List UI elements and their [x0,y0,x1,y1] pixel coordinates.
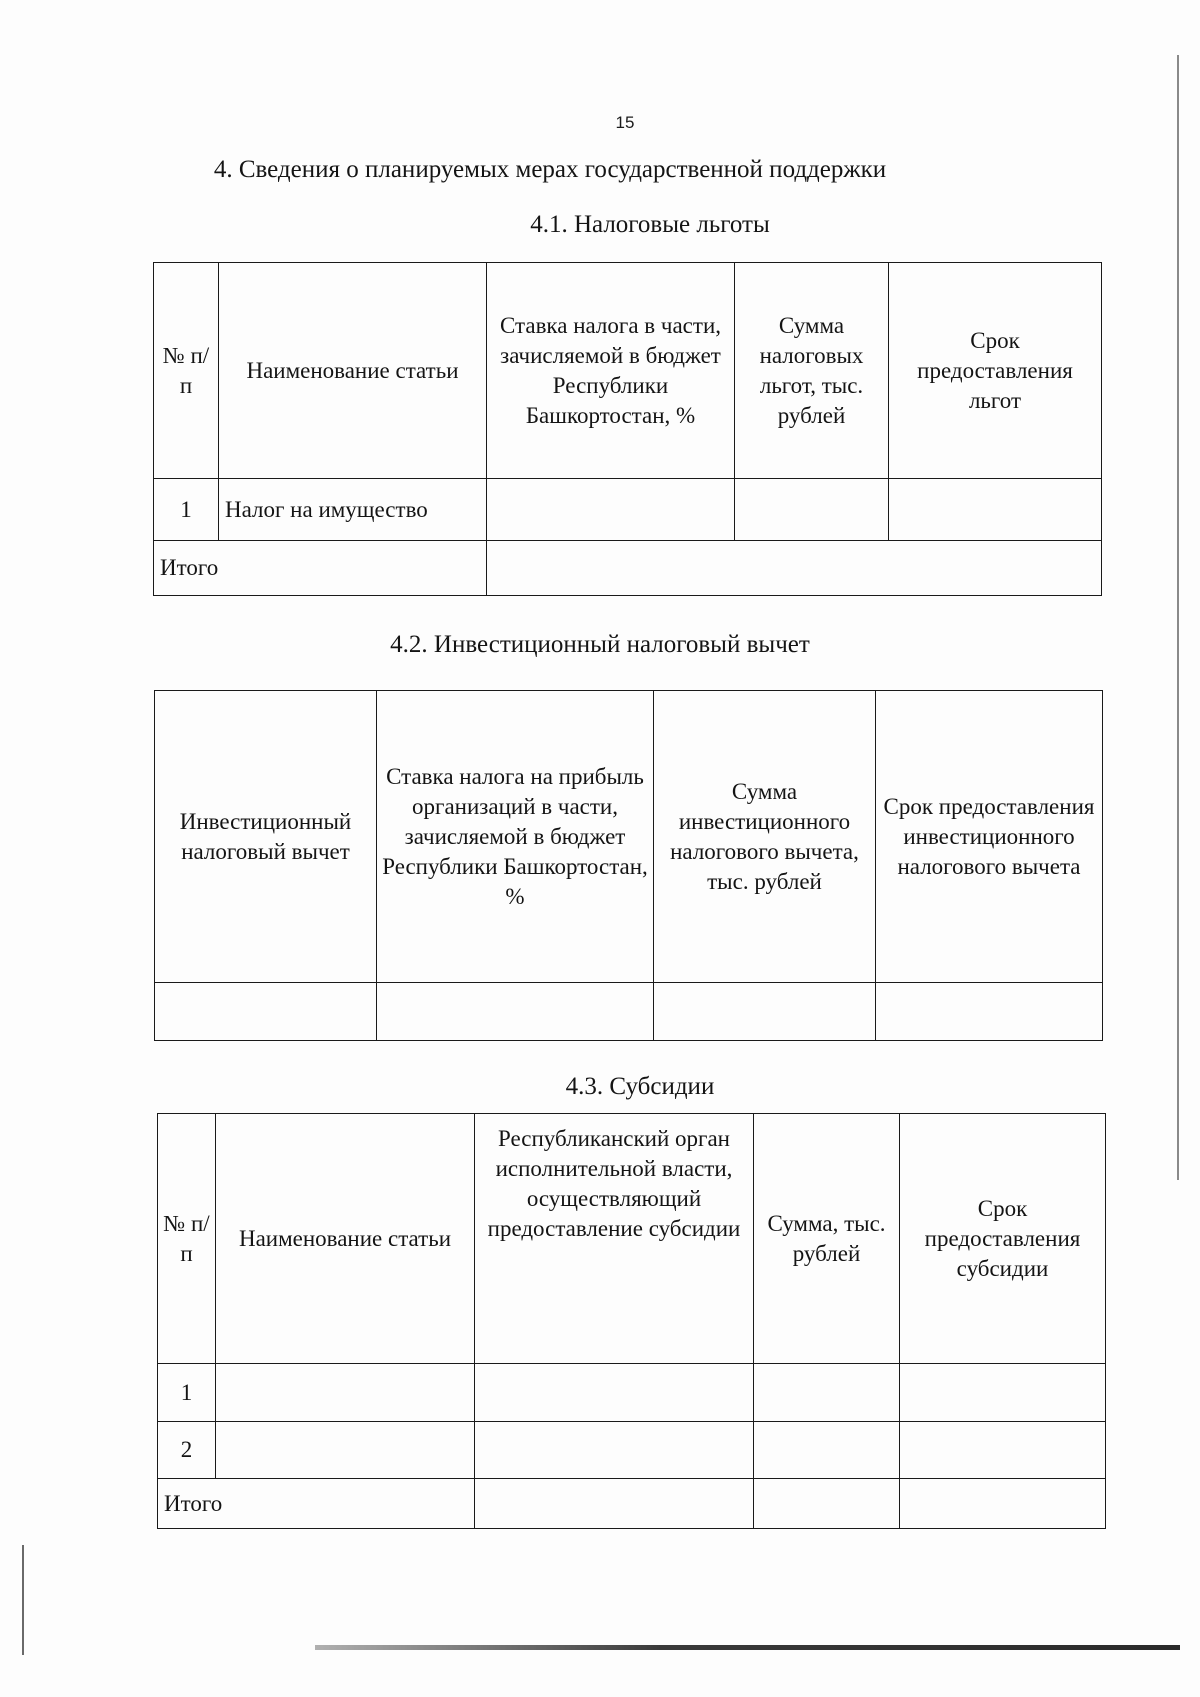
cell-deduction [155,983,377,1041]
col-header-name: Наименование статьи [219,263,487,479]
col-header-term: Срок предоставления льгот [889,263,1102,479]
total-row [154,541,1102,596]
tax-benefits-title: 4.1. Налоговые льготы [530,211,770,238]
cell-amount [654,983,876,1041]
total-row [158,1479,1106,1529]
scan-edge-bottom [315,1645,1180,1650]
subsidies-table [157,1113,1106,1529]
cell-rate [487,479,735,541]
cell-amount [754,1364,900,1422]
investment-deduction-table [154,690,1103,1041]
total-amount [754,1479,900,1529]
table-row [155,983,1103,1041]
table-header-row [154,263,1102,479]
col-header-rate: Ставка налога в части, зачисляемой в бюджет Республики Башкортостан, % [487,263,735,479]
investment-deduction-title: 4.2. Инвестиционный налоговый вычет [390,631,810,658]
col-header-amount: Сумма, тыс. рублей [754,1114,900,1364]
cell-amount [754,1422,900,1479]
cell-amount [735,479,889,541]
table-row [158,1364,1106,1422]
scan-edge-left [22,1545,24,1655]
col-header-name: Наименование статьи [216,1114,475,1364]
cell-name [216,1364,475,1422]
col-header-term: Срок предоставления субсидии [900,1114,1106,1364]
section-heading: 4. Сведения о планируемых мерах государственной поддержки [213,156,887,183]
col-header-deduction: Инвестиционный налоговый вычет [155,691,377,983]
subsidies-title: 4.3. Субсидии [565,1073,715,1100]
cell-num: 1 [158,1364,216,1422]
col-header-term: Срок предоставления инвестиционного налогового вычета [876,691,1103,983]
cell-name: Налог на имущество [219,479,487,541]
total-label: Итого [158,1479,475,1529]
col-header-num: № п/п [154,263,219,479]
total-label: Итого [154,541,487,596]
table-row [154,479,1102,541]
cell-rate [377,983,654,1041]
cell-term [876,983,1103,1041]
tax-benefits-table [153,262,1102,596]
col-header-agency: Республиканский орган исполнительной власти, осуществляющий предоставление субсидии [475,1114,754,1364]
scan-edge-right [1177,55,1179,1180]
cell-term [900,1422,1106,1479]
col-header-amount: Сумма налоговых льгот, тыс. рублей [735,263,889,479]
cell-num: 1 [154,479,219,541]
cell-name [216,1422,475,1479]
total-term [900,1479,1106,1529]
col-header-amount: Сумма инвестиционного налогового вычета, тыс. рублей [654,691,876,983]
table-header-row [158,1114,1106,1364]
cell-term [889,479,1102,541]
cell-agency [475,1422,754,1479]
col-header-rate: Ставка налога на прибыль организаций в части, зачисляемой в бюджет Республики Башкортостан, % [377,691,654,983]
col-header-num: № п/п [158,1114,216,1364]
cell-agency [475,1364,754,1422]
cell-term [900,1364,1106,1422]
page-number: 15 [615,113,635,132]
total-value [487,541,1102,596]
cell-num: 2 [158,1422,216,1479]
table-row [158,1422,1106,1479]
table-header-row [155,691,1103,983]
total-agency [475,1479,754,1529]
